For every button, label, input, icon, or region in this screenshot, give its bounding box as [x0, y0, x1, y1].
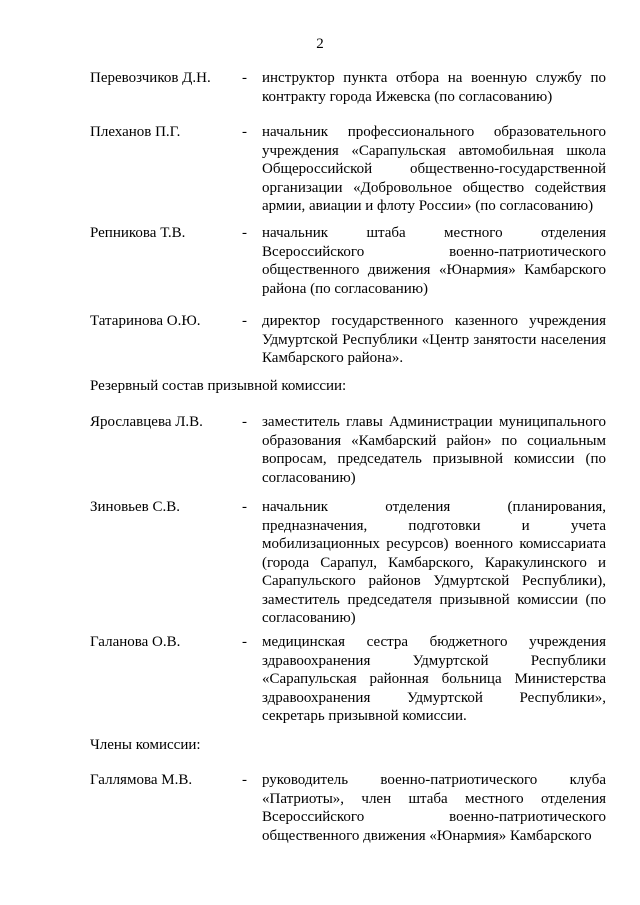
person-position: начальник отделения (планирования, предназначения, подготовки и учета мобилизационных ресурсов) военного комиссариата (города Сарапул, Камбарского, Каракулинского и Сарапульского районов Удмуртской Республики), заместитель председателя призывной комиссии (по согласованию)	[262, 499, 606, 626]
person-name: Татаринова О.Ю.	[90, 313, 201, 329]
person-position: руководитель военно-патриотического клуба «Патриоты», член штаба местного отделения Всероссийского военно-патриотического общественного движения «Юнармия» Камбарского	[262, 772, 606, 844]
members-heading: Члены комиссии:	[90, 737, 201, 753]
dash-separator: -	[242, 772, 247, 788]
dash-separator: -	[242, 225, 247, 241]
person-name: Перевозчиков Д.Н.	[90, 70, 211, 86]
dash-separator: -	[242, 313, 247, 329]
person-position: медицинская сестра бюджетного учреждения здравоохранения Удмуртской Республики «Сарапульская районная больница Министерства здравоохранения Удмуртской Республики», секретарь призывной комиссии.	[262, 634, 606, 724]
person-position: директор государственного казенного учреждения Удмуртской Республики «Центр занятости населения Камбарского района».	[262, 313, 606, 366]
person-name: Галлямова М.В.	[90, 772, 193, 788]
dash-separator: -	[242, 414, 247, 430]
dash-separator: -	[242, 124, 247, 140]
reserve-heading: Резервный состав призывной комиссии:	[90, 378, 347, 394]
person-name: Плеханов П.Г.	[90, 124, 181, 140]
person-name: Галанова О.В.	[90, 634, 181, 650]
dash-separator: -	[242, 634, 247, 650]
person-position: начальник профессионального образовательного учреждения «Сарапульская автомобильная школа Общероссийской общественно-государственной организации «Добровольное общество содействия армии, авиации и флоту России» (по согласованию)	[262, 124, 606, 214]
person-name: Репникова Т.В.	[90, 225, 186, 241]
page-number: 2	[316, 36, 324, 52]
dash-separator: -	[242, 499, 247, 515]
person-position: инструктор пункта отбора на военную службу по контракту города Ижевска (по согласованию)	[262, 70, 606, 105]
person-name: Ярославцева Л.В.	[90, 414, 203, 430]
person-position: заместитель главы Администрации муниципального образования «Камбарский район» по социальным вопросам, председатель призывной комиссии (по согласованию)	[262, 414, 606, 486]
dash-separator: -	[242, 70, 247, 86]
person-name: Зиновьев С.В.	[90, 499, 180, 515]
person-position: начальник штаба местного отделения Всероссийского военно-патриотического общественного движения «Юнармия» Камбарского района (по согласованию)	[262, 225, 606, 297]
